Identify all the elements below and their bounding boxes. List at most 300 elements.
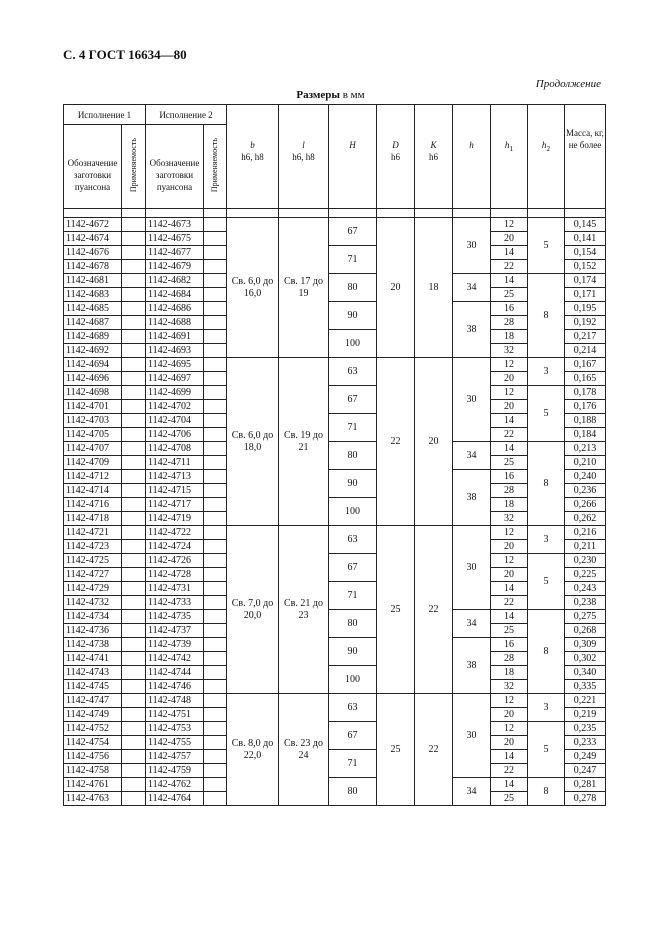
cell-applicability-2 bbox=[204, 386, 227, 400]
cell-designation-2: 1142-4722 bbox=[146, 526, 204, 540]
cell-H: 71 bbox=[329, 582, 377, 610]
cell-h1: 20 bbox=[491, 568, 528, 582]
cell-designation-1: 1142-4714 bbox=[64, 484, 122, 498]
cell-h1: 22 bbox=[491, 764, 528, 778]
cell-applicability-2 bbox=[204, 316, 227, 330]
cell-applicability-1 bbox=[122, 778, 146, 792]
cell-designation-2: 1142-4679 bbox=[146, 260, 204, 274]
cell-H: 90 bbox=[329, 302, 377, 330]
cell-applicability-2 bbox=[204, 274, 227, 288]
cell-designation-2: 1142-4759 bbox=[146, 764, 204, 778]
header-applicability-1-text: Применяемость bbox=[128, 137, 138, 193]
cell-designation-1: 1142-4689 bbox=[64, 330, 122, 344]
cell-applicability-2 bbox=[204, 330, 227, 344]
cell-H: 100 bbox=[329, 666, 377, 694]
cell-designation-1: 1142-4738 bbox=[64, 638, 122, 652]
cell-h1: 20 bbox=[491, 736, 528, 750]
cell-mass: 0,195 bbox=[565, 302, 606, 316]
cell-designation-1: 1142-4749 bbox=[64, 708, 122, 722]
cell-mass: 0,192 bbox=[565, 316, 606, 330]
cell-designation-2: 1142-4688 bbox=[146, 316, 204, 330]
cell-designation-1: 1142-4672 bbox=[64, 218, 122, 232]
cell-h1: 14 bbox=[491, 414, 528, 428]
header-designation-2: Обозначение заготовки пуансона bbox=[146, 125, 204, 209]
header-b-tolerance: h6, h8 bbox=[241, 152, 264, 162]
cell-H: 71 bbox=[329, 246, 377, 274]
cell-applicability-2 bbox=[204, 778, 227, 792]
cell-D: 25 bbox=[377, 526, 415, 694]
cell-h1: 18 bbox=[491, 666, 528, 680]
cell-h2: 3 bbox=[528, 694, 565, 722]
cell-mass: 0,145 bbox=[565, 218, 606, 232]
cell-h1: 32 bbox=[491, 512, 528, 526]
cell-applicability-2 bbox=[204, 470, 227, 484]
cell-designation-1: 1142-4678 bbox=[64, 260, 122, 274]
cell-applicability-2 bbox=[204, 568, 227, 582]
cell-h1: 32 bbox=[491, 344, 528, 358]
cell-applicability-1 bbox=[122, 470, 146, 484]
cell-applicability-1 bbox=[122, 498, 146, 512]
cell-h2: 5 bbox=[528, 554, 565, 610]
cell-h1: 12 bbox=[491, 386, 528, 400]
cell-applicability-1 bbox=[122, 526, 146, 540]
cell-mass: 0,238 bbox=[565, 596, 606, 610]
header-h1-symbol: h bbox=[504, 140, 510, 150]
cell-applicability-1 bbox=[122, 708, 146, 722]
table-row bbox=[64, 554, 606, 568]
cell-h1: 12 bbox=[491, 218, 528, 232]
header-b-symbol: b bbox=[250, 140, 255, 150]
cell-mass: 0,184 bbox=[565, 428, 606, 442]
cell-mass: 0,240 bbox=[565, 470, 606, 484]
cell-designation-1: 1142-4758 bbox=[64, 764, 122, 778]
cell-h1: 32 bbox=[491, 680, 528, 694]
table-row bbox=[64, 498, 606, 512]
header-K-symbol: K bbox=[430, 140, 437, 150]
cell-designation-1: 1142-4725 bbox=[64, 554, 122, 568]
header-l bbox=[279, 105, 329, 209]
cell-designation-2: 1142-4726 bbox=[146, 554, 204, 568]
cell-H: 90 bbox=[329, 638, 377, 666]
table-row bbox=[64, 750, 606, 764]
cell-h: 34 bbox=[453, 442, 491, 470]
cell-applicability-1 bbox=[122, 750, 146, 764]
cell-h1: 14 bbox=[491, 442, 528, 456]
cell-mass: 0,217 bbox=[565, 330, 606, 344]
table-row bbox=[64, 778, 606, 792]
cell-H: 90 bbox=[329, 470, 377, 498]
cell-designation-1: 1142-4741 bbox=[64, 652, 122, 666]
dimensions-bold: Размеры bbox=[296, 89, 340, 101]
cell-H: 71 bbox=[329, 750, 377, 778]
cell-h1: 14 bbox=[491, 582, 528, 596]
cell-K: 22 bbox=[415, 526, 453, 694]
cell-h2: 3 bbox=[528, 526, 565, 554]
cell-K: 18 bbox=[415, 218, 453, 358]
cell-h2: 5 bbox=[528, 386, 565, 442]
cell-b: Св. 6,0 до 16,0 bbox=[227, 218, 279, 358]
cell-applicability-2 bbox=[204, 526, 227, 540]
cell-applicability-2 bbox=[204, 792, 227, 806]
cell-applicability-1 bbox=[122, 736, 146, 750]
header-h2-subscript: 2 bbox=[546, 143, 551, 153]
header-l-tolerance: h6, h8 bbox=[292, 152, 315, 162]
cell-designation-1: 1142-4745 bbox=[64, 680, 122, 694]
cell-applicability-2 bbox=[204, 358, 227, 372]
cell-designation-2: 1142-4697 bbox=[146, 372, 204, 386]
cell-applicability-2 bbox=[204, 218, 227, 232]
cell-applicability-1 bbox=[122, 610, 146, 624]
cell-applicability-1 bbox=[122, 330, 146, 344]
cell-mass: 0,167 bbox=[565, 358, 606, 372]
cell-applicability-2 bbox=[204, 232, 227, 246]
cell-mass: 0,302 bbox=[565, 652, 606, 666]
cell-h1: 25 bbox=[491, 288, 528, 302]
cell-h1: 12 bbox=[491, 694, 528, 708]
cell-applicability-2 bbox=[204, 638, 227, 652]
cell-mass: 0,281 bbox=[565, 778, 606, 792]
cell-applicability-1 bbox=[122, 358, 146, 372]
cell-h: 38 bbox=[453, 638, 491, 694]
cell-mass: 0,178 bbox=[565, 386, 606, 400]
cell-H: 67 bbox=[329, 386, 377, 414]
cell-designation-1: 1142-4743 bbox=[64, 666, 122, 680]
table-row bbox=[64, 638, 606, 652]
cell-H: 67 bbox=[329, 218, 377, 246]
cell-applicability-2 bbox=[204, 344, 227, 358]
cell-applicability-1 bbox=[122, 652, 146, 666]
cell-designation-2: 1142-4682 bbox=[146, 274, 204, 288]
cell-designation-1: 1142-4687 bbox=[64, 316, 122, 330]
cell-H: 71 bbox=[329, 414, 377, 442]
cell-mass: 0,236 bbox=[565, 484, 606, 498]
cell-H: 63 bbox=[329, 694, 377, 722]
cell-applicability-2 bbox=[204, 694, 227, 708]
cell-designation-2: 1142-4713 bbox=[146, 470, 204, 484]
header-l-symbol: l bbox=[302, 140, 305, 150]
cell-applicability-1 bbox=[122, 722, 146, 736]
cell-designation-1: 1142-4721 bbox=[64, 526, 122, 540]
cell-applicability-1 bbox=[122, 764, 146, 778]
header-D-symbol: D bbox=[392, 140, 399, 150]
cell-l: Св. 19 до 21 bbox=[279, 358, 329, 526]
cell-designation-1: 1142-4736 bbox=[64, 624, 122, 638]
header-spacer bbox=[64, 209, 606, 218]
cell-h1: 14 bbox=[491, 750, 528, 764]
cell-mass: 0,171 bbox=[565, 288, 606, 302]
cell-h1: 22 bbox=[491, 596, 528, 610]
cell-applicability-2 bbox=[204, 414, 227, 428]
cell-mass: 0,335 bbox=[565, 680, 606, 694]
cell-applicability-2 bbox=[204, 680, 227, 694]
cell-h1: 18 bbox=[491, 498, 528, 512]
cell-mass: 0,249 bbox=[565, 750, 606, 764]
cell-designation-1: 1142-4701 bbox=[64, 400, 122, 414]
cell-applicability-1 bbox=[122, 666, 146, 680]
cell-H: 63 bbox=[329, 526, 377, 554]
cell-h2: 8 bbox=[528, 274, 565, 358]
table-row bbox=[64, 358, 606, 372]
header-b bbox=[227, 105, 279, 209]
cell-applicability-1 bbox=[122, 344, 146, 358]
cell-designation-2: 1142-4742 bbox=[146, 652, 204, 666]
cell-h1: 16 bbox=[491, 638, 528, 652]
cell-H: 80 bbox=[329, 610, 377, 638]
dimensions-caption bbox=[0, 89, 661, 101]
cell-designation-2: 1142-4746 bbox=[146, 680, 204, 694]
table-row bbox=[64, 442, 606, 456]
cell-designation-1: 1142-4752 bbox=[64, 722, 122, 736]
table-row bbox=[64, 414, 606, 428]
cell-designation-2: 1142-4728 bbox=[146, 568, 204, 582]
cell-designation-2: 1142-4691 bbox=[146, 330, 204, 344]
cell-designation-1: 1142-4756 bbox=[64, 750, 122, 764]
cell-H: 67 bbox=[329, 554, 377, 582]
cell-mass: 0,188 bbox=[565, 414, 606, 428]
table-row bbox=[64, 386, 606, 400]
cell-h: 30 bbox=[453, 526, 491, 610]
cell-h1: 22 bbox=[491, 428, 528, 442]
cell-designation-1: 1142-4718 bbox=[64, 512, 122, 526]
cell-h1: 14 bbox=[491, 246, 528, 260]
cell-mass: 0,262 bbox=[565, 512, 606, 526]
cell-mass: 0,268 bbox=[565, 624, 606, 638]
cell-designation-2: 1142-4693 bbox=[146, 344, 204, 358]
cell-applicability-1 bbox=[122, 288, 146, 302]
cell-mass: 0,266 bbox=[565, 498, 606, 512]
cell-mass: 0,174 bbox=[565, 274, 606, 288]
header-applicability-1 bbox=[122, 125, 146, 209]
cell-designation-2: 1142-4764 bbox=[146, 792, 204, 806]
cell-l: Св. 17 до 19 bbox=[279, 218, 329, 358]
cell-applicability-1 bbox=[122, 680, 146, 694]
cell-h1: 25 bbox=[491, 456, 528, 470]
cell-designation-2: 1142-4704 bbox=[146, 414, 204, 428]
cell-applicability-1 bbox=[122, 638, 146, 652]
table-body bbox=[64, 218, 606, 806]
cell-applicability-2 bbox=[204, 666, 227, 680]
table-row bbox=[64, 666, 606, 680]
cell-mass: 0,230 bbox=[565, 554, 606, 568]
cell-applicability-2 bbox=[204, 722, 227, 736]
cell-designation-2: 1142-4711 bbox=[146, 456, 204, 470]
cell-designation-1: 1142-4681 bbox=[64, 274, 122, 288]
cell-mass: 0,154 bbox=[565, 246, 606, 260]
table-row bbox=[64, 218, 606, 232]
header-D-tolerance: h6 bbox=[391, 152, 400, 162]
cell-applicability-1 bbox=[122, 218, 146, 232]
cell-H: 67 bbox=[329, 722, 377, 750]
cell-h1: 28 bbox=[491, 316, 528, 330]
cell-designation-1: 1142-4763 bbox=[64, 792, 122, 806]
cell-applicability-2 bbox=[204, 512, 227, 526]
cell-h1: 12 bbox=[491, 722, 528, 736]
cell-designation-1: 1142-4676 bbox=[64, 246, 122, 260]
cell-designation-2: 1142-4684 bbox=[146, 288, 204, 302]
table-row bbox=[64, 246, 606, 260]
cell-h1: 12 bbox=[491, 526, 528, 540]
cell-mass: 0,235 bbox=[565, 722, 606, 736]
cell-designation-1: 1142-4683 bbox=[64, 288, 122, 302]
cell-H: 100 bbox=[329, 330, 377, 358]
cell-H: 80 bbox=[329, 274, 377, 302]
cell-mass: 0,340 bbox=[565, 666, 606, 680]
cell-applicability-1 bbox=[122, 274, 146, 288]
cell-applicability-1 bbox=[122, 792, 146, 806]
cell-applicability-1 bbox=[122, 386, 146, 400]
cell-applicability-1 bbox=[122, 246, 146, 260]
cell-designation-1: 1142-4747 bbox=[64, 694, 122, 708]
cell-K: 20 bbox=[415, 358, 453, 526]
cell-designation-1: 1142-4698 bbox=[64, 386, 122, 400]
cell-designation-2: 1142-4737 bbox=[146, 624, 204, 638]
cell-designation-2: 1142-4719 bbox=[146, 512, 204, 526]
cell-designation-2: 1142-4748 bbox=[146, 694, 204, 708]
cell-b: Св. 6,0 до 18,0 bbox=[227, 358, 279, 526]
cell-mass: 0,309 bbox=[565, 638, 606, 652]
cell-applicability-1 bbox=[122, 624, 146, 638]
header-h1 bbox=[491, 105, 528, 209]
cell-h1: 14 bbox=[491, 778, 528, 792]
cell-applicability-1 bbox=[122, 400, 146, 414]
cell-designation-2: 1142-4757 bbox=[146, 750, 204, 764]
cell-H: 100 bbox=[329, 498, 377, 526]
cell-applicability-1 bbox=[122, 596, 146, 610]
cell-designation-1: 1142-4696 bbox=[64, 372, 122, 386]
cell-applicability-1 bbox=[122, 484, 146, 498]
cell-designation-1: 1142-4761 bbox=[64, 778, 122, 792]
cell-h2: 8 bbox=[528, 778, 565, 806]
cell-h: 30 bbox=[453, 218, 491, 274]
table-row bbox=[64, 470, 606, 484]
cell-applicability-2 bbox=[204, 610, 227, 624]
header-K bbox=[415, 105, 453, 209]
cell-h: 34 bbox=[453, 610, 491, 638]
cell-h: 34 bbox=[453, 274, 491, 302]
cell-applicability-2 bbox=[204, 442, 227, 456]
cell-designation-1: 1142-4692 bbox=[64, 344, 122, 358]
cell-mass: 0,211 bbox=[565, 540, 606, 554]
cell-b: Св. 8,0 до 22,0 bbox=[227, 694, 279, 806]
cell-h1: 20 bbox=[491, 372, 528, 386]
cell-K: 22 bbox=[415, 694, 453, 806]
table-row bbox=[64, 582, 606, 596]
cell-designation-2: 1142-4686 bbox=[146, 302, 204, 316]
cell-h1: 12 bbox=[491, 358, 528, 372]
cell-H: 80 bbox=[329, 442, 377, 470]
cell-designation-2: 1142-4724 bbox=[146, 540, 204, 554]
cell-designation-2: 1142-4677 bbox=[146, 246, 204, 260]
cell-h1: 22 bbox=[491, 260, 528, 274]
cell-designation-1: 1142-4734 bbox=[64, 610, 122, 624]
cell-applicability-2 bbox=[204, 372, 227, 386]
header-execution-1: Исполнение 1 bbox=[64, 105, 146, 125]
cell-designation-2: 1142-4751 bbox=[146, 708, 204, 722]
cell-designation-2: 1142-4673 bbox=[146, 218, 204, 232]
cell-applicability-1 bbox=[122, 414, 146, 428]
cell-mass: 0,243 bbox=[565, 582, 606, 596]
cell-applicability-1 bbox=[122, 372, 146, 386]
cell-mass: 0,275 bbox=[565, 610, 606, 624]
cell-mass: 0,141 bbox=[565, 232, 606, 246]
cell-designation-1: 1142-4716 bbox=[64, 498, 122, 512]
cell-mass: 0,176 bbox=[565, 400, 606, 414]
cell-designation-1: 1142-4754 bbox=[64, 736, 122, 750]
cell-designation-1: 1142-4729 bbox=[64, 582, 122, 596]
cell-designation-1: 1142-4694 bbox=[64, 358, 122, 372]
cell-designation-2: 1142-4717 bbox=[146, 498, 204, 512]
cell-applicability-1 bbox=[122, 554, 146, 568]
cell-applicability-2 bbox=[204, 750, 227, 764]
cell-applicability-2 bbox=[204, 582, 227, 596]
cell-applicability-2 bbox=[204, 596, 227, 610]
cell-h1: 20 bbox=[491, 708, 528, 722]
table-row bbox=[64, 694, 606, 708]
dimensions-unit: в мм bbox=[339, 89, 365, 101]
table-row bbox=[64, 330, 606, 344]
cell-designation-2: 1142-4715 bbox=[146, 484, 204, 498]
cell-designation-2: 1142-4675 bbox=[146, 232, 204, 246]
cell-designation-2: 1142-4762 bbox=[146, 778, 204, 792]
cell-applicability-2 bbox=[204, 764, 227, 778]
cell-H: 80 bbox=[329, 778, 377, 806]
cell-designation-2: 1142-4708 bbox=[146, 442, 204, 456]
header-H-symbol: H bbox=[349, 140, 356, 150]
table-row bbox=[64, 274, 606, 288]
cell-h1: 28 bbox=[491, 484, 528, 498]
cell-designation-1: 1142-4712 bbox=[64, 470, 122, 484]
cell-applicability-2 bbox=[204, 540, 227, 554]
cell-designation-1: 1142-4707 bbox=[64, 442, 122, 456]
cell-h: 30 bbox=[453, 358, 491, 442]
cell-designation-2: 1142-4695 bbox=[146, 358, 204, 372]
cell-h2: 8 bbox=[528, 610, 565, 694]
cell-l: Св. 23 до 24 bbox=[279, 694, 329, 806]
cell-h1: 20 bbox=[491, 232, 528, 246]
cell-h2: 5 bbox=[528, 218, 565, 274]
cell-h1: 16 bbox=[491, 470, 528, 484]
header-mass: Масса, кг, не более bbox=[565, 105, 606, 209]
cell-b: Св. 7,0 до 20,0 bbox=[227, 526, 279, 694]
cell-designation-1: 1142-4705 bbox=[64, 428, 122, 442]
header-H bbox=[329, 105, 377, 209]
header-D bbox=[377, 105, 415, 209]
header-h-symbol: h bbox=[469, 140, 474, 150]
cell-h1: 20 bbox=[491, 400, 528, 414]
cell-h2: 8 bbox=[528, 442, 565, 526]
cell-h: 38 bbox=[453, 302, 491, 358]
cell-applicability-2 bbox=[204, 554, 227, 568]
cell-mass: 0,165 bbox=[565, 372, 606, 386]
header-h2-symbol: h bbox=[541, 140, 547, 150]
cell-l: Св. 21 до 23 bbox=[279, 526, 329, 694]
cell-mass: 0,210 bbox=[565, 456, 606, 470]
cell-h2: 3 bbox=[528, 358, 565, 386]
header-K-tolerance: h6 bbox=[429, 152, 438, 162]
header-designation-1: Обозначение заготовки пуансона bbox=[64, 125, 122, 209]
cell-D: 20 bbox=[377, 218, 415, 358]
cell-applicability-2 bbox=[204, 484, 227, 498]
cell-applicability-2 bbox=[204, 624, 227, 638]
cell-designation-2: 1142-4753 bbox=[146, 722, 204, 736]
cell-D: 25 bbox=[377, 694, 415, 806]
table-row bbox=[64, 722, 606, 736]
header-h2 bbox=[528, 105, 565, 209]
dimensions-table bbox=[63, 104, 606, 806]
cell-designation-1: 1142-4709 bbox=[64, 456, 122, 470]
table-row bbox=[64, 302, 606, 316]
table-row bbox=[64, 610, 606, 624]
